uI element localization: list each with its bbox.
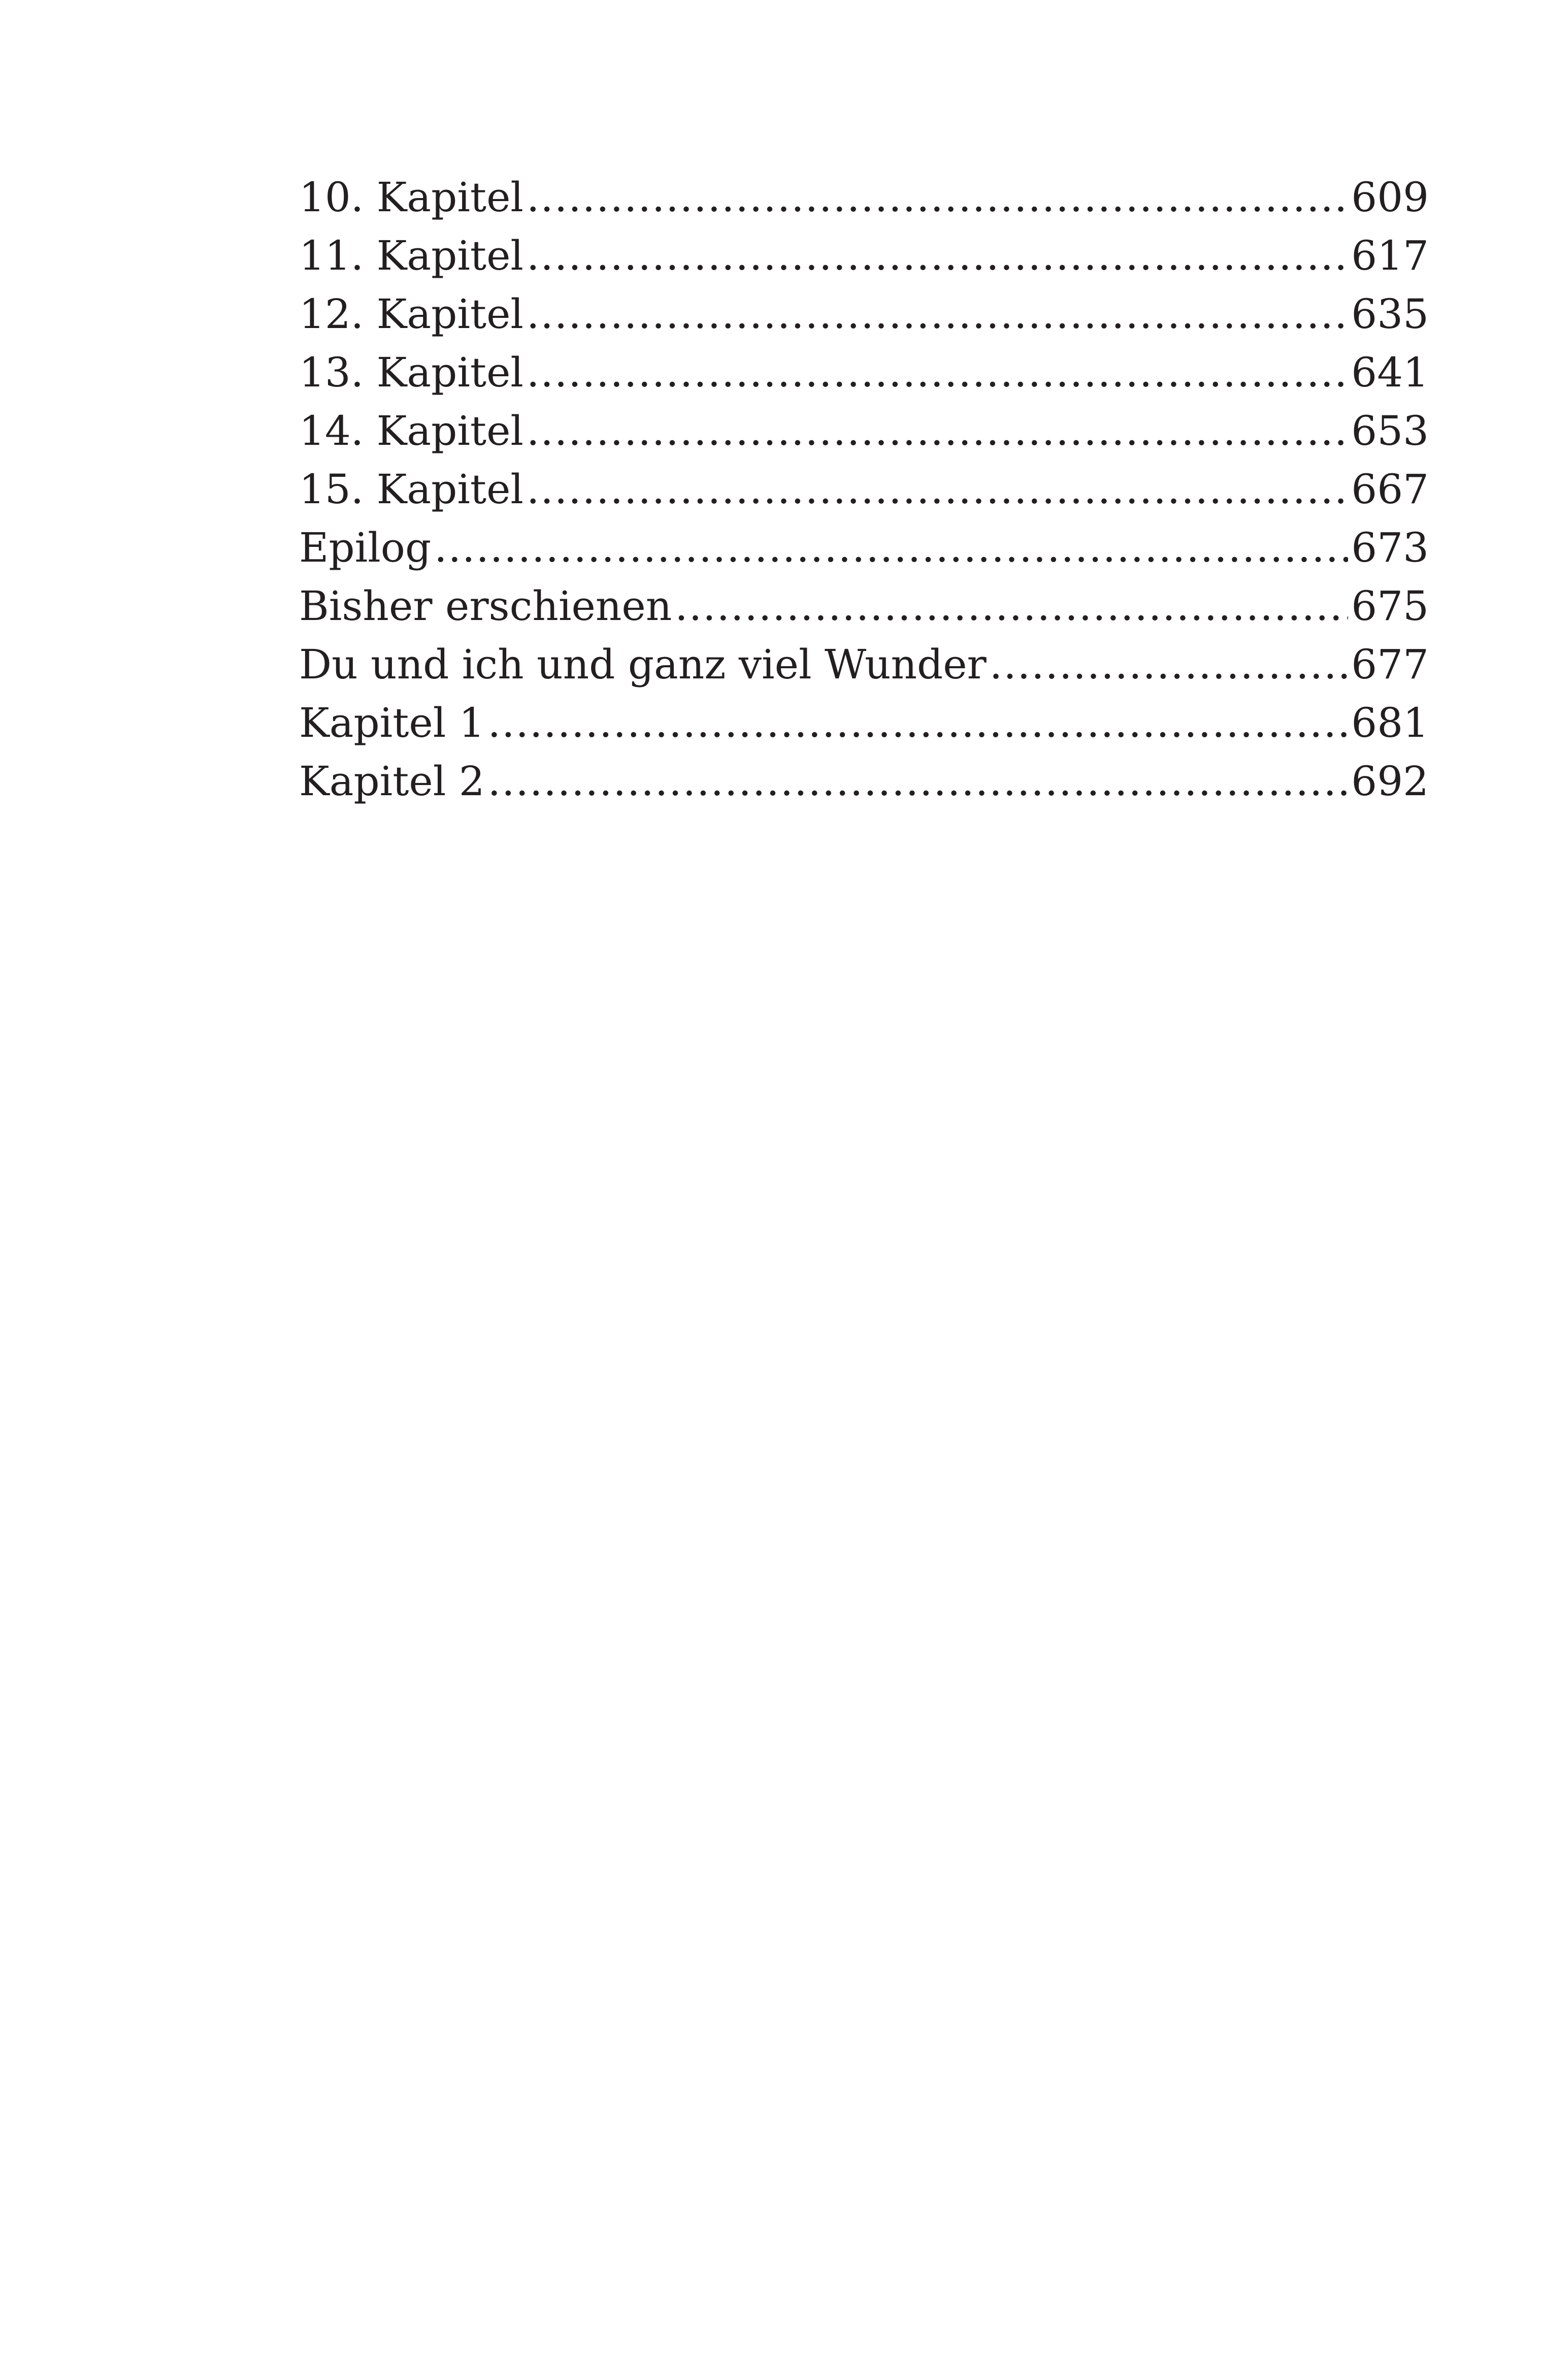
toc-entry-page-number: 677 xyxy=(1351,641,1429,688)
toc-entry-page-number: 667 xyxy=(1351,466,1429,513)
toc-entry-page-number: 617 xyxy=(1351,232,1429,279)
toc-entry-page-number: 609 xyxy=(1351,174,1429,221)
toc-entry[interactable] xyxy=(299,285,1429,343)
toc-entry[interactable] xyxy=(299,402,1429,460)
table-of-contents xyxy=(299,168,1429,810)
toc-entry[interactable] xyxy=(299,460,1429,518)
toc-dot-leader xyxy=(675,577,1348,635)
toc-entry-page-number: 673 xyxy=(1351,524,1429,571)
toc-dot-leader xyxy=(527,402,1348,460)
toc-dot-leader xyxy=(527,460,1348,518)
toc-entry-page-number: 641 xyxy=(1351,349,1429,396)
toc-entry-title: 10. Kapitel xyxy=(299,174,523,221)
toc-entry-title: 13. Kapitel xyxy=(299,349,523,396)
toc-entry-title: 12. Kapitel xyxy=(299,290,523,338)
toc-entry-title: 11. Kapitel xyxy=(299,232,523,279)
toc-entry-title: Kapitel 1 xyxy=(299,699,485,746)
toc-entry-title: Du und ich und ganz viel Wunder xyxy=(299,641,987,688)
toc-dot-leader xyxy=(488,694,1349,752)
toc-dot-leader xyxy=(527,168,1348,226)
toc-entry-title: 14. Kapitel xyxy=(299,407,523,454)
toc-entry-page-number: 675 xyxy=(1351,582,1429,630)
toc-entry-title: Bisher erschienen xyxy=(299,582,672,630)
toc-dot-leader xyxy=(527,226,1348,285)
toc-entry-page-number: 635 xyxy=(1351,290,1429,338)
toc-dot-leader xyxy=(990,635,1349,694)
toc-entry-page-number: 653 xyxy=(1351,407,1429,454)
toc-entry[interactable] xyxy=(299,694,1429,752)
toc-dot-leader xyxy=(488,752,1349,810)
toc-entry[interactable] xyxy=(299,168,1429,226)
toc-entry[interactable] xyxy=(299,226,1429,285)
toc-dot-leader xyxy=(527,343,1348,402)
toc-entry-page-number: 681 xyxy=(1351,699,1429,746)
toc-entry[interactable] xyxy=(299,577,1429,635)
toc-entry-title: 15. Kapitel xyxy=(299,466,523,513)
toc-entry[interactable] xyxy=(299,343,1429,402)
toc-entry[interactable] xyxy=(299,518,1429,577)
toc-entry-title: Kapitel 2 xyxy=(299,758,485,805)
toc-entry-title: Epilog xyxy=(299,524,432,571)
toc-entry[interactable] xyxy=(299,635,1429,694)
toc-entry[interactable] xyxy=(299,752,1429,810)
toc-entry-page-number: 692 xyxy=(1351,758,1429,805)
toc-dot-leader xyxy=(434,518,1348,577)
toc-dot-leader xyxy=(527,285,1348,343)
